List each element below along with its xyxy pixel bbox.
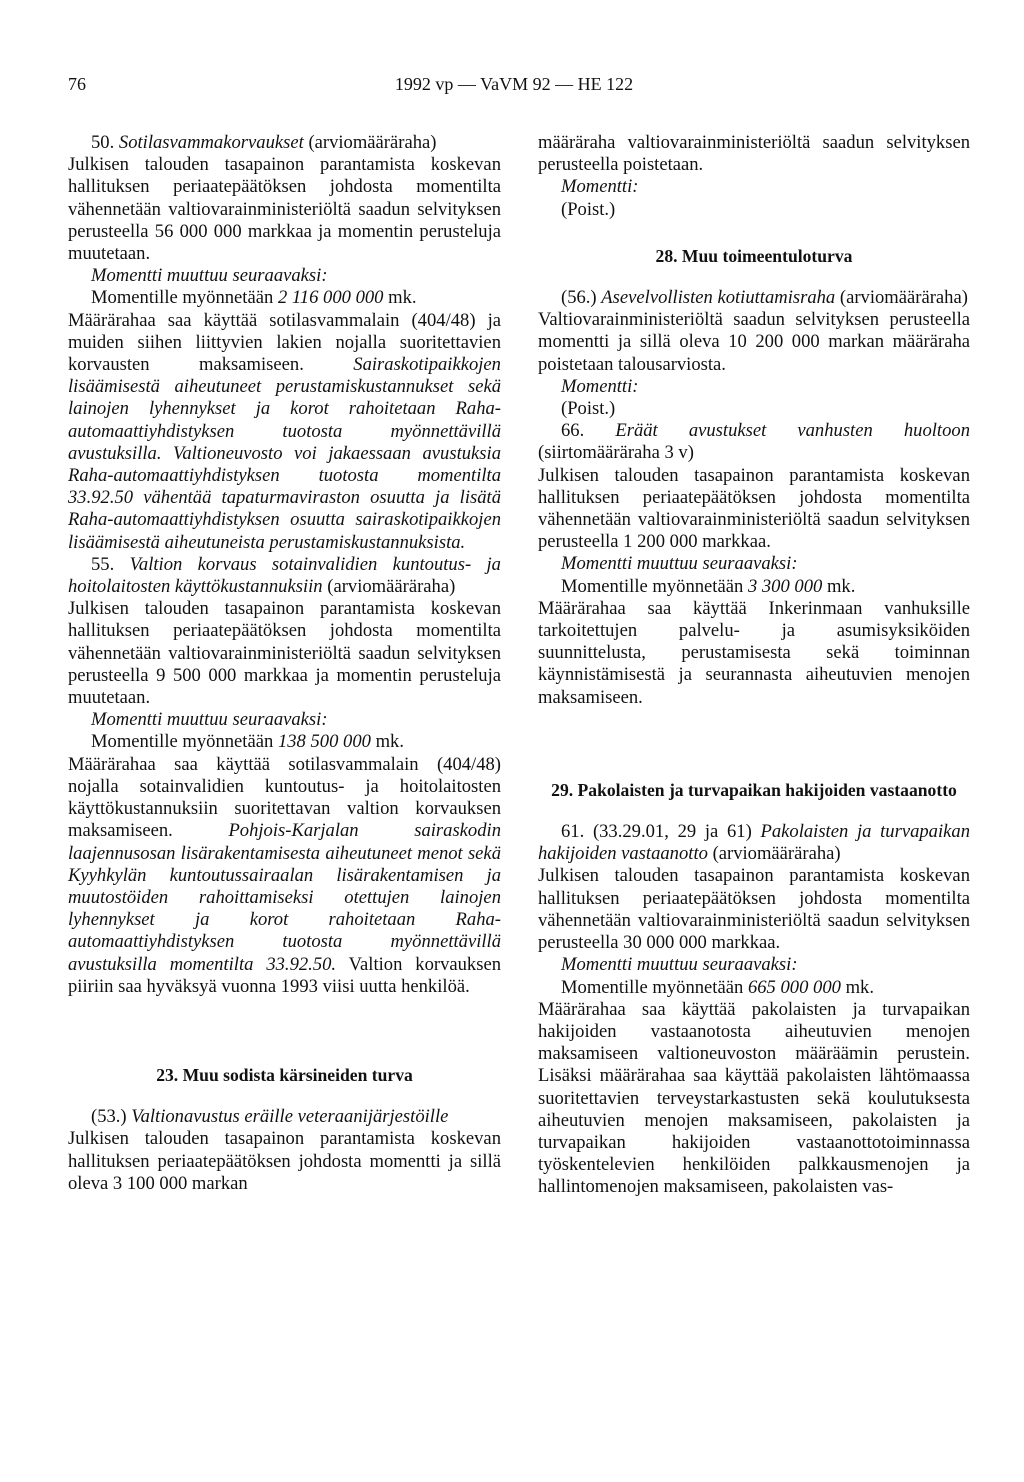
item-66-grant: Momentille myönnetään 3 300 000 mk. <box>561 575 856 597</box>
item-66-heading: 66. Eräät avustukset vanhusten huoltoon (siirtomääräraha 3 v) <box>538 420 970 464</box>
poist-2: (Poist.) <box>561 398 616 420</box>
item-55-use: Määrärahaa saa käyttää sotilasvammalain (404/48) nojalla sotainvalidien kuntoutus- ja hoitolaitosten käyttökustannuksiin suoritettavan valtion korvauksen maksamiseen. Pohjois-Karjalan sairaskodin laajennusosan lisärakentamisesta aiheutuneet menot sekä Kyyhkylän kuntoutussairaalan lisärakentamisen ja muutostöiden rahoittamiseksi otettujen lainojen lyhennykset ja korot rahoitetaan Raha-automaattiyhdistyksen tuotosta myönnettävillä avustuksilla momentilta 33.92.50. Valtion korvauksen piiriin saa hyväksyä vuonna 1993 viisi uutta henkilöä. <box>68 753 502 997</box>
momentti-label-1: Momentti: <box>561 176 639 198</box>
section-28-heading: 28. Muu toimeentuloturva <box>655 245 853 266</box>
item-53-body: Julkisen talouden tasapainon parantamista koskevan hallituksen periaatepäätöksen johdosta momentti ja sillä oleva 3 100 000 markan <box>68 1128 501 1194</box>
item-66-body: Julkisen talouden tasapainon parantamista koskevan hallituksen periaatepäätöksen johdosta momentilta vähennetään valtiovarainministeriöltä saadun selvityksen perusteella 1 200 000 markkaa. <box>538 464 970 553</box>
right-column <box>538 132 970 1199</box>
item-56-body: Valtiovarainministeriöltä saadun selvityksen perusteella momentti ja sillä oleva 10 200 000 markan määräraha poistetaan talousarviosta. <box>538 309 970 375</box>
section-23-heading: 23. Muu sodista kärsineiden turva <box>156 1064 413 1085</box>
item-50-mm: Momentti muuttuu seuraavaksi: <box>91 265 328 287</box>
item-61-mm: Momentti muuttuu seuraavaksi: <box>561 954 798 976</box>
continued-text: määräraha valtiovarainministeriöltä saadun selvityksen perusteella poistetaan. <box>538 132 970 176</box>
item-55-mm: Momentti muuttuu seuraavaksi: <box>91 709 328 731</box>
item-61-use: Määrärahaa saa käyttää pakolaisten ja turvapaikan hakijoiden vastaanotosta aiheutuvien menojen maksamiseen valtioneuvoston määräämin perustein. Lisäksi määrärahaa saa käyttää pakolaisten lähtömaassa suoritettavien terveystarkastusten sekä koulutuksesta aiheutuvien menojen maksamiseen, pakolaisten ja turvapaikan hakijoiden vastaanottotoiminnassa työskentelevien henkilöiden palkkausmenojen ja hallintomenojen maksamiseen, pakolaisten vas- <box>538 998 970 1198</box>
item-61-body: Julkisen talouden tasapainon parantamista koskevan hallituksen periaatepäätöksen johdosta momentilta vähennetään valtiovarainministeriöltä saadun selvityksen perusteella 30 000 000 markkaa. <box>538 865 970 954</box>
item-56-heading: (56.) Asevelvollisten kotiuttamisraha (arviomääräraha) <box>561 287 968 309</box>
section-29-heading: 29. Pakolaisten ja turvapaikan hakijoiden vastaanotto <box>551 779 957 800</box>
poist-1: (Poist.) <box>561 198 616 220</box>
item-50-grant: Momentille myönnetään 2 116 000 000 mk. <box>91 287 417 309</box>
item-50-body: Julkisen talouden tasapainon parantamista koskevan hallituksen periaatepäätöksen johdosta momentilta vähennetään valtiovarainministeriöltä saadun selvityksen perusteella 56 000 000 markkaa ja momentin perusteluja muutetaan. <box>68 154 501 265</box>
item-66-use: Määrärahaa saa käyttää Inkerinmaan vanhuksille tarkoitettujen palvelu- ja asumisyksiköiden suunnittelusta, perustamisesta sekä toiminnan käynnistämisestä ja seurannasta aiheutuvien menojen maksamiseen. <box>538 597 970 708</box>
item-55-grant: Momentille myönnetään 138 500 000 mk. <box>91 731 404 753</box>
item-66-mm: Momentti muuttuu seuraavaksi: <box>561 553 798 575</box>
item-61-heading: 61. (33.29.01, 29 ja 61) Pakolaisten ja turvapaikan hakijoiden vastaanotto (arviomääräraha) <box>538 821 970 865</box>
item-50-use: Määrärahaa saa käyttää sotilasvammalain (404/48) ja muiden siihen liittyvien lakien nojalla suoritettavien korvausten maksamiseen. Sairaskotipaikkojen lisäämisestä aiheutuneet perustamiskustannukset sekä lainojen lyhennykset ja korot rahoitetaan Raha-automaattiyhdistyksen tuotosta myönnettävillä avustuksilla. Valtioneuvosto voi jakaessaan avustuksia Raha-automaattiyhdistyksen tuotosta momentilta 33.92.50 vähentää tapaturmaviraston osuutta ja lisätä Raha-automaattiyhdistyksen osuutta sairaskotipaikkojen lisäämisestä aiheutuneista perustamiskustannuksista. <box>68 309 501 553</box>
item-55-heading: 55. Valtion korvaus sotainvalidien kuntoutus- ja hoitolaitosten käyttökustannuksiin (arviomääräraha) <box>68 553 501 598</box>
page-number: 76 <box>68 74 86 94</box>
item-61-grant: Momentille myönnetään 665 000 000 mk. <box>561 976 874 998</box>
item-53-heading: (53.) Valtionavustus eräille veteraanijärjestöille <box>91 1106 449 1128</box>
running-head: 1992 vp — VaVM 92 — HE 122 <box>394 74 634 94</box>
page-header <box>68 74 960 102</box>
left-column <box>68 132 501 1195</box>
item-55-body: Julkisen talouden tasapainon parantamista koskevan hallituksen periaatepäätöksen johdosta momentilta vähennetään valtiovarainministeriöltä saadun selvityksen perusteella 9 500 000 markkaa ja momentin perusteluja muutetaan. <box>68 598 501 709</box>
momentti-label-2: Momentti: <box>561 375 639 397</box>
item-50-heading: 50. Sotilasvammakorvaukset (arviomääräraha) <box>91 132 437 153</box>
